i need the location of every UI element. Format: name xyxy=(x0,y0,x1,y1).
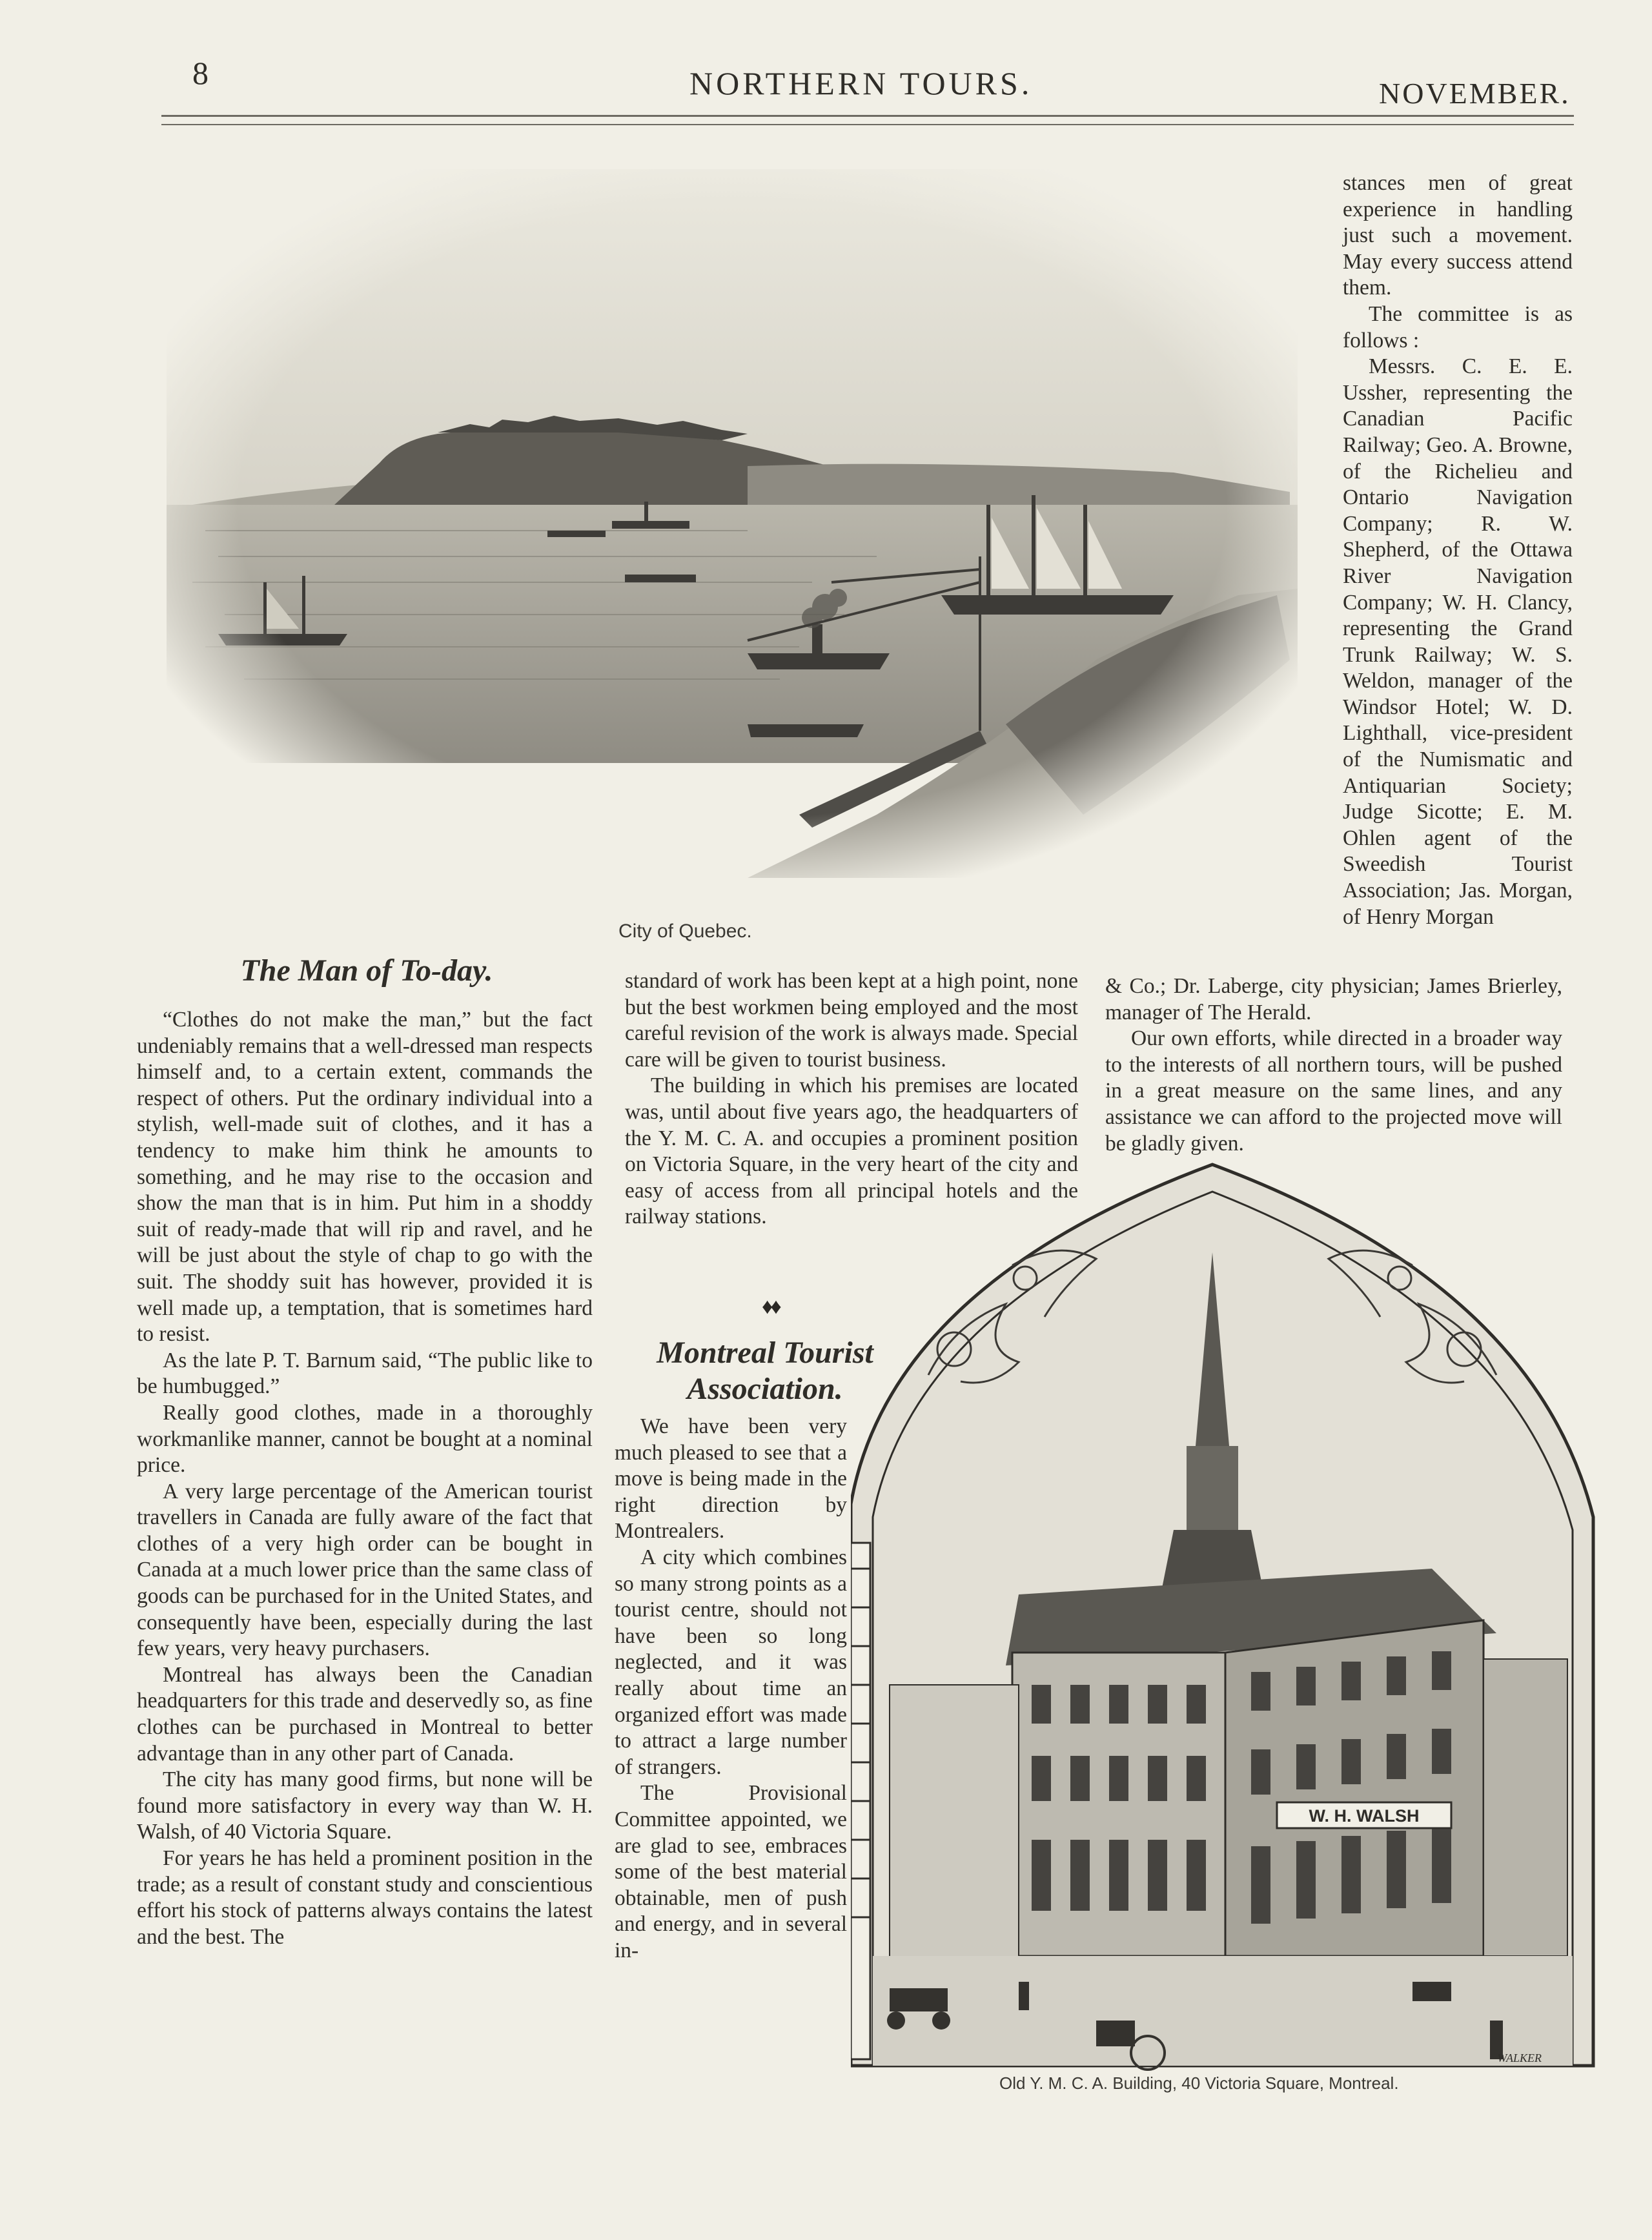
ymca-caption: Old Y. M. C. A. Building, 40 Victoria Square, Montreal. xyxy=(999,2073,1399,2093)
walsh-sign: W. H. WALSH xyxy=(1309,1806,1420,1826)
section-ornament: ♦♦ xyxy=(762,1295,779,1319)
paragraph: For years he has held a prominent position in the trade; as a result of constant study and conscientious effort his stock of patterns always contains the latest and the best. The xyxy=(137,1846,593,1949)
page-number: 8 xyxy=(192,55,209,91)
ymca-building-engraving xyxy=(851,1156,1600,2072)
title-line-2: Association. xyxy=(687,1372,843,1406)
column-committee-continued xyxy=(1105,973,1562,1157)
quebec-city-engraving xyxy=(167,169,1298,878)
issue-month: NOVEMBER. xyxy=(1379,77,1571,110)
paragraph: The committee is as follows : xyxy=(1343,301,1573,352)
engraver-signature: WALKER xyxy=(1497,2052,1542,2064)
paragraph: We have been very much pleased to see that a move is being made in the right direction by Montrealers. xyxy=(615,1414,847,1543)
paragraph: stances men of great experience in handling just such a movement. May every success attend them. xyxy=(1343,171,1573,300)
running-title: NORTHERN TOURS. xyxy=(689,65,1033,101)
paragraph: & Co.; Dr. Laberge, city physician; James Brierley, manager of The Herald. xyxy=(1105,974,1562,1024)
paragraph: “Clothes do not make the man,” but the fact undeniably remains that a well-dressed man respects himself and, to a certain extent, commands the respect of others. Put the ordinary individual into a stylish, well-made suit of clothes, and it has a tendency to make him think he amounts to something, and he may rise to the occasion and show the man that is in him. Put him in a shoddy suit of ready-made that will rip and ravel, and he will be just about the style of chap to go with the suit. The shoddy suit has however, provided it is well made up, a temptation, that is sometimes hard to resist. xyxy=(137,1008,593,1347)
paragraph: The Provisional Committee appointed, we are glad to see, embraces some of the best material obtainable, men of push and energy, and in several in- xyxy=(615,1781,847,1962)
column-committee xyxy=(1343,170,1573,930)
paragraph: As the late P. T. Barnum said, “The public like to be humbugged.” xyxy=(137,1348,593,1399)
quebec-caption: City of Quebec. xyxy=(618,921,752,942)
column-montreal-tourist xyxy=(615,1414,847,1964)
title-line-1: Montreal Tourist xyxy=(657,1336,873,1370)
paragraph: Our own efforts, while directed in a broader way to the interests of all northern tours, will be pushed in a great measure on the same lines, and any assistance we can afford to the projected move will be gladly given. xyxy=(1105,1026,1562,1156)
header-rule xyxy=(161,115,1574,117)
paragraph: The city has many good firms, but none will be found more satisfactory in every way than W. H. Walsh, of 40 Victoria Square. xyxy=(137,1767,593,1844)
paragraph: Really good clothes, made in a thoroughly workmanlike manner, cannot be bought at a nominal price. xyxy=(137,1400,593,1478)
header-rule-thin xyxy=(161,124,1574,125)
paragraph: The building in which his premises are located was, until about five years ago, the headquarters of the Y. M. C. A. and occupies a prominent position on Victoria Square, in the very heart of the city and easy of access from all principal hotels and the railway stations. xyxy=(625,1074,1078,1229)
paragraph: A very large percentage of the American tourist travellers in Canada are fully aware of the fact that clothes of a very high order can be bought in Canada at a much lower price than the same class of goods can be purchased for in the United States, and consequently have been, especially during the last few years, very heavy purchasers. xyxy=(137,1479,593,1661)
paragraph: Montreal has always been the Canadian headquarters for this trade and deservedly so, as fine clothes can be purchased in Montreal to better advantage than in any other part of Canada. xyxy=(137,1662,593,1766)
column-man-of-today xyxy=(137,1007,593,1950)
paragraph: Messrs. C. E. E. Ussher, representing the Canadian Pacific Railway; Geo. A. Browne, of the Richelieu and Ontario Navigation Company; R. W. Shepherd, of the Ottawa River Navigation Company; W. H. Clancy, representing the Grand Trunk Railway; W. S. Weldon, manager of the Windsor Hotel; W. D. Lighthall, vice-president of the Numismatic and Antiquarian Society; Judge Sicotte; E. M. Ohlen agent of the Sweedish Tourist Association; Jas. Morgan, of Henry Morgan xyxy=(1343,354,1573,929)
article-title-man-of-today: The Man of To-day. xyxy=(240,953,493,988)
paragraph: A city which combines so many strong points as a tourist centre, should not have been so long neglected, and it was really about time an organized effort was made to attract a large number of strangers. xyxy=(615,1545,847,1779)
paragraph: standard of work has been kept at a high point, none but the best workmen being employed and the most careful revision of the work is always made. Special care will be given to tourist business. xyxy=(625,969,1078,1072)
